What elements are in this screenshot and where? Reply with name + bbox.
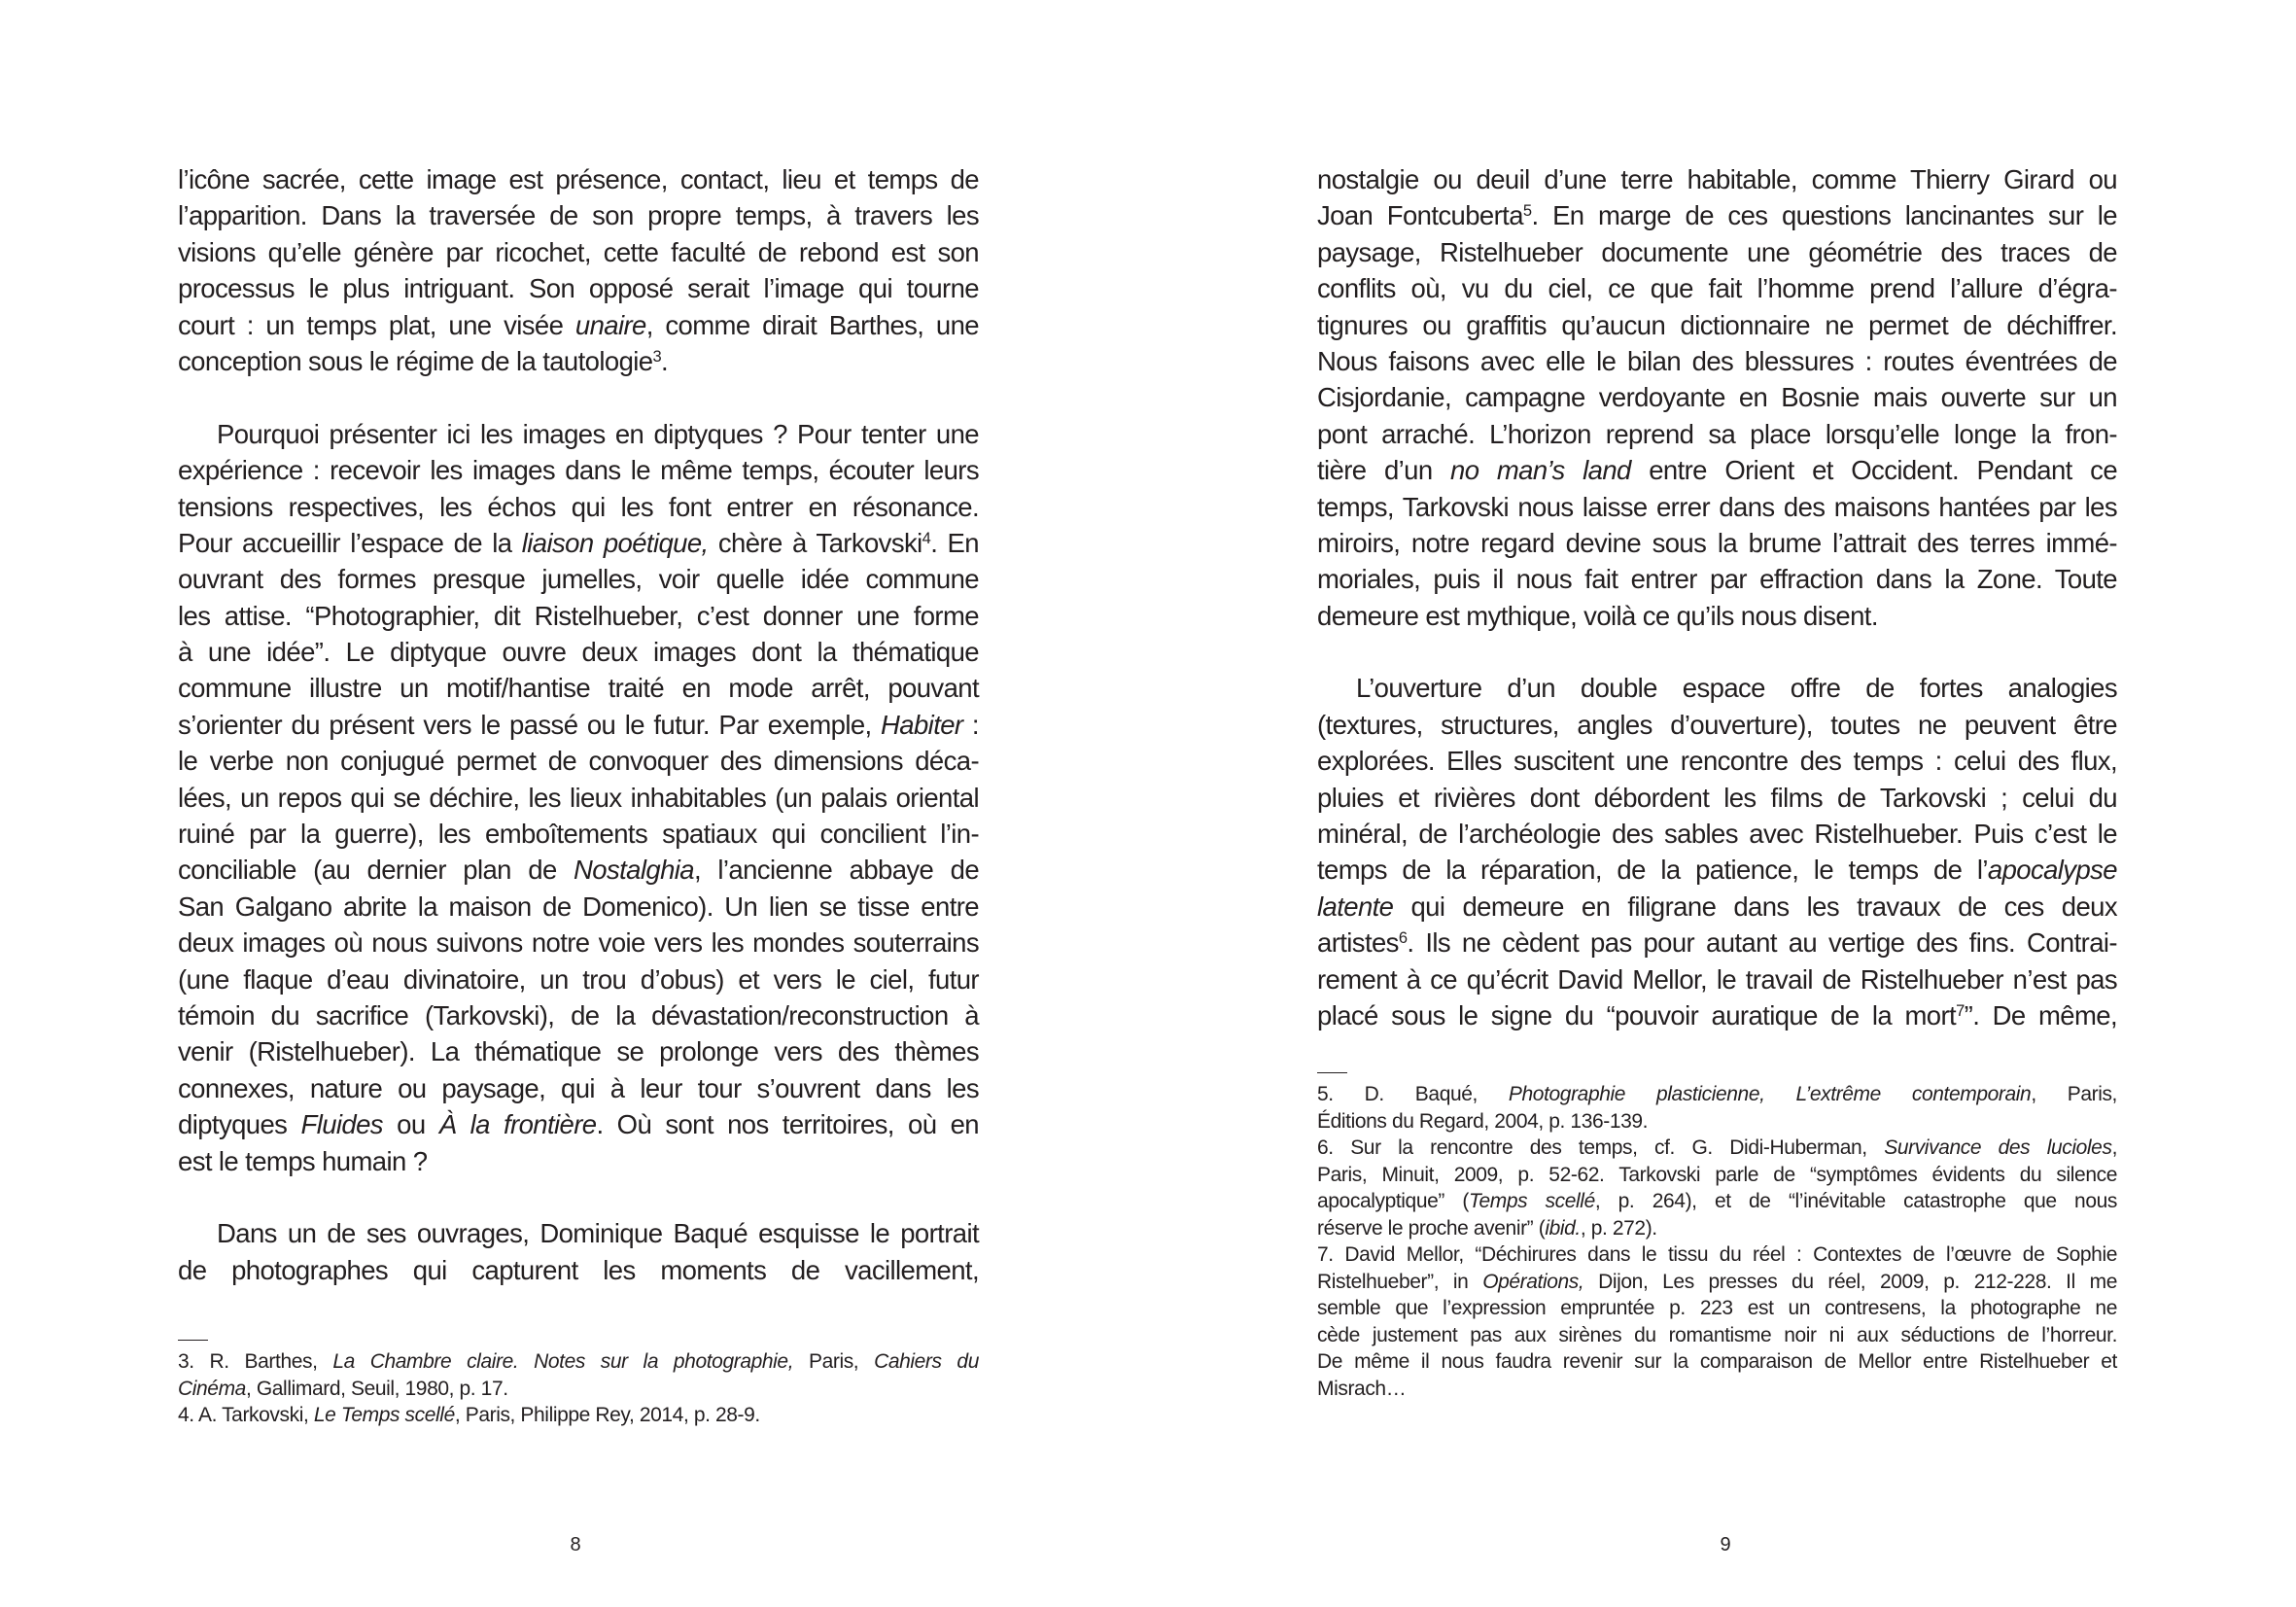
- text-line: [178, 270, 979, 306]
- text-run: nostalgie ou deuil d’une terre habitable, comme Thierry Girard ou: [1317, 164, 2117, 194]
- text-run: conception sous le régime de la tautologie: [178, 345, 653, 376]
- text-line: [178, 1143, 979, 1179]
- text-run: chère à Tarkovski: [708, 527, 922, 558]
- text-run: pont arraché. L’horizon reprend sa place lorsqu’elle longe la fron-: [1317, 418, 2117, 449]
- text-line: [178, 743, 979, 779]
- text-line: [178, 489, 979, 525]
- paragraph-gap: [178, 379, 979, 415]
- body-text: [178, 161, 979, 1288]
- text-run: lées, un repos qui se déchire, les lieux inhabitables (un palais oriental: [178, 782, 979, 813]
- text-run: temps de la réparation, de la patience, le temps de l’: [1317, 855, 1988, 886]
- text-line: [1317, 234, 2117, 270]
- text-run: paysage, Ristelhueber documente une géométrie des traces de: [1317, 236, 2117, 267]
- text-run: , l’ancienne abbaye de: [693, 855, 980, 886]
- text-line: [1317, 270, 2117, 306]
- text-line: [1317, 489, 2117, 525]
- text-line: [1317, 707, 2117, 743]
- italic-text: Photographie plasticienne, L’extrême contemporain: [1508, 1083, 2032, 1105]
- footnote-line: [1317, 1162, 2117, 1189]
- text-line: [1317, 197, 2117, 233]
- text-line: [178, 1215, 979, 1251]
- text-run: Pour accueillir l’espace de la: [178, 527, 522, 558]
- footnote-line: [1317, 1188, 2117, 1215]
- text-line: [178, 780, 979, 816]
- footnote-line: [178, 1348, 979, 1376]
- italic-text: Habiter: [881, 709, 963, 740]
- text-run: semble que l’expression empruntée p. 223 est un contresens, la photographe ne: [1317, 1297, 2117, 1319]
- text-line: [178, 816, 979, 852]
- text-line: [1317, 525, 2117, 561]
- text-line: [178, 1070, 979, 1106]
- text-run: De même il nous faudra revenir sur la comparaison de Mellor entre Ristelhueber et: [1317, 1350, 2117, 1373]
- text-run: pluies et rivières dont débordent les films de Tarkovski ; celui du: [1317, 782, 2117, 813]
- text-run: , Paris,: [2031, 1083, 2117, 1105]
- page-number: 9: [1720, 1534, 1731, 1555]
- italic-text: liaison poétique,: [521, 527, 709, 558]
- footnote-list: [1317, 1081, 2117, 1402]
- paragraph: [1317, 161, 2117, 634]
- text-run: 4. A. Tarkovski,: [178, 1404, 314, 1426]
- paragraph: [1317, 670, 2117, 1033]
- text-run: Joan Fontcuberta: [1317, 200, 1523, 231]
- italic-text: Survivance des lucioles: [1884, 1136, 2112, 1159]
- text-line: [1317, 379, 2117, 415]
- text-line: [1317, 561, 2117, 597]
- text-line: [1317, 780, 2117, 816]
- text-run: 5. D. Baqué,: [1317, 1083, 1509, 1105]
- footnote: [1317, 1135, 2117, 1241]
- footnote-line: [1317, 1376, 2117, 1403]
- text-run: diptyques: [178, 1109, 301, 1140]
- text-run: tignures ou graffitis qu’aucun dictionnaire ne permet de déchiffrer.: [1317, 309, 2117, 340]
- footnote-ref: 3: [652, 347, 662, 366]
- text-run: expérience : recevoir les images dans le même temps, écouter leurs: [178, 455, 979, 486]
- text-run: , Gallimard, Seuil, 1980, p. 17.: [245, 1377, 508, 1400]
- text-line: [178, 197, 979, 233]
- italic-text: Opérations,: [1482, 1270, 1584, 1293]
- text-run: minéral, de l’archéologie des sables avec Ristelhueber. Puis c’est le: [1317, 819, 2117, 850]
- footnote-line: [1317, 1295, 2117, 1322]
- text-line: [178, 1106, 979, 1142]
- text-run: Ristelhueber”, in: [1317, 1270, 1483, 1293]
- text-line: [1317, 670, 2117, 706]
- text-run: ruiné par la guerre), les emboîtements spatiaux qui concilient l’in-: [178, 819, 979, 850]
- text-run: explorées. Elles suscitent une rencontre des temps : celui des flux,: [1317, 746, 2117, 777]
- text-line: [1317, 961, 2117, 997]
- text-line: [1317, 343, 2117, 379]
- italic-text: La Chambre claire. Notes sur la photographie,: [332, 1350, 794, 1373]
- paragraph-gap: [1317, 634, 2117, 670]
- footnotes: [1317, 1072, 2117, 1402]
- text-run: temps, Tarkovski nous laisse errer dans des maisons hantées par les: [1317, 491, 2117, 522]
- text-run: Dijon, Les presses du réel, 2009, p. 212-228. Il me: [1583, 1270, 2117, 1293]
- footnote-separator: [1317, 1072, 1347, 1073]
- text-run: le verbe non conjugué permet de convoquer des dimensions déca-: [178, 746, 979, 777]
- italic-text: Temps scellé: [1468, 1190, 1595, 1212]
- text-run: artistes: [1317, 927, 1399, 959]
- text-run: , p. 272).: [1580, 1216, 1657, 1240]
- footnote: [178, 1348, 979, 1402]
- text-run: apocalyptique” (: [1317, 1190, 1469, 1212]
- text-line: [178, 634, 979, 670]
- footnote: [1317, 1241, 2117, 1402]
- text-run: . En marge de ces questions lancinantes sur le: [1531, 200, 2117, 231]
- text-run: .: [661, 345, 669, 376]
- footnote-ref: 7: [1956, 1001, 1965, 1020]
- text-line: [178, 997, 979, 1033]
- italic-text: unaire: [574, 309, 646, 340]
- text-run: demeure est mythique, voilà ce qu’ils nous disent.: [1317, 600, 1878, 631]
- text-run: (une flaque d’eau divinatoire, un trou d’obus) et vers le ciel, futur: [178, 963, 979, 995]
- text-run: témoin du sacrifice (Tarkovski), de la dévastation/reconstruction à: [178, 999, 979, 1031]
- text-run: . Ils ne cèdent pas pour autant au vertige des fins. Contrai-: [1407, 927, 2117, 959]
- text-run: tière d’un: [1317, 455, 1450, 486]
- text-run: venir (Ristelhueber). La thématique se prolonge vers des thèmes: [178, 1036, 979, 1067]
- text-run: , Paris, Philippe Rey, 2014, p. 28-9.: [454, 1404, 760, 1426]
- text-line: [1317, 598, 2117, 634]
- text-run: 3. R. Barthes,: [178, 1350, 333, 1373]
- text-run: , p. 264), et de “l’inévitable catastrophe que nous: [1594, 1190, 2117, 1212]
- text-run: les attise. “Photographier, dit Ristelhueber, c’est donner une forme: [178, 600, 979, 631]
- text-run: Nous faisons avec elle le bilan des blessures : routes éventrées de: [1317, 345, 2117, 376]
- text-run: visions qu’elle génère par ricochet, cette faculté de rebond est son: [178, 236, 979, 267]
- text-run: qui demeure en filigrane dans les travaux de ces deux: [1393, 891, 2117, 922]
- text-line: [178, 707, 979, 743]
- text-run: Pourquoi présenter ici les images en diptyques ? Pour tenter une: [217, 418, 979, 449]
- body-text: [1317, 161, 2117, 1033]
- text-line: [1317, 889, 2117, 925]
- text-line: [1317, 161, 2117, 197]
- text-run: commune illustre un motif/hantise traité en mode arrêt, pouvant: [178, 673, 979, 704]
- text-run: cède justement pas aux sirènes du romantisme noir ni aux séductions de l’horreur.: [1317, 1323, 2117, 1346]
- footnote-line: [1317, 1269, 2117, 1296]
- text-line: [1317, 307, 2117, 343]
- text-run: , comme dirait Barthes, une: [645, 309, 980, 340]
- italic-text: latente: [1317, 891, 1394, 922]
- footnotes: [178, 1340, 979, 1429]
- text-run: Cisjordanie, campagne verdoyante en Bosnie mais ouverte sur un: [1317, 382, 2117, 413]
- footnote-line: [1317, 1081, 2117, 1108]
- italic-text: Cinéma: [178, 1377, 246, 1400]
- footnote-line: [1317, 1215, 2117, 1242]
- text-run: conflits où, vu du ciel, ce que fait l’homme prend l’allure d’égra-: [1317, 273, 2117, 304]
- footnote-line: [1317, 1348, 2117, 1376]
- text-line: [178, 307, 979, 343]
- footnote-ref: 5: [1522, 202, 1532, 221]
- text-run: est le temps humain ?: [178, 1145, 428, 1176]
- text-run: deux images où nous suivons notre voie vers les mondes souterrains: [178, 927, 979, 959]
- text-run: réserve le proche avenir” (: [1317, 1216, 1546, 1240]
- text-line: [178, 343, 979, 379]
- text-run: l’icône sacrée, cette image est présence, contact, lieu et temps de: [178, 164, 979, 194]
- text-run: miroirs, notre regard devine sous la brume l’attrait des terres immé-: [1317, 527, 2117, 558]
- text-line: [178, 889, 979, 925]
- italic-text: Nostalghia: [574, 855, 694, 886]
- text-line: [1317, 852, 2117, 888]
- text-line: [178, 925, 979, 961]
- text-run: connexes, nature ou paysage, qui à leur tour s’ouvrent dans les: [178, 1072, 979, 1103]
- text-line: [178, 961, 979, 997]
- text-run: ou: [382, 1109, 439, 1140]
- text-run: l’apparition. Dans la traversée de son propre temps, à travers les: [178, 200, 979, 231]
- text-line: [1317, 452, 2117, 488]
- text-line: [178, 416, 979, 452]
- italic-text: ibid.: [1545, 1216, 1581, 1240]
- text-run: Misrach…: [1317, 1377, 1407, 1400]
- text-run: ouvrant des formes presque jumelles, voir quelle idée commune: [178, 564, 979, 595]
- text-line: [178, 852, 979, 888]
- text-run: de photographes qui capturent les moments de vacillement,: [178, 1254, 979, 1285]
- italic-text: Fluides: [300, 1109, 383, 1140]
- text-run: 7. David Mellor, “Déchirures dans le tissu du réel : Contextes de l’œuvre de Sophie: [1317, 1243, 2117, 1266]
- text-run: ,: [2111, 1136, 2117, 1159]
- text-line: [178, 234, 979, 270]
- paragraph: [178, 1215, 979, 1288]
- text-run: Dans un de ses ouvrages, Dominique Baqué esquisse le portrait: [217, 1218, 979, 1249]
- text-line: [178, 452, 979, 488]
- paragraph: [178, 161, 979, 379]
- text-line: [178, 525, 979, 561]
- footnote-ref: 6: [1398, 929, 1408, 948]
- text-run: . Où sont nos territoires, où en: [596, 1109, 979, 1140]
- paragraph-gap: [178, 1179, 979, 1215]
- footnote-separator: [178, 1340, 208, 1341]
- text-line: [1317, 416, 2117, 452]
- text-line: [178, 161, 979, 197]
- footnote-line: [1317, 1108, 2117, 1135]
- italic-text: no man’s land: [1450, 455, 1631, 486]
- footnote-line: [1317, 1322, 2117, 1349]
- footnote-line: [178, 1402, 979, 1429]
- text-run: conciliable (au dernier plan de: [178, 855, 574, 886]
- text-run: :: [962, 709, 979, 740]
- text-run: placé sous le signe du “pouvoir auratique de la mort: [1317, 999, 1957, 1031]
- footnote-line: [1317, 1241, 2117, 1269]
- text-line: [1317, 997, 2117, 1033]
- page-number: 8: [570, 1534, 581, 1555]
- text-run: Éditions du Regard, 2004, p. 136-139.: [1317, 1109, 1649, 1133]
- right-page: [1148, 0, 2296, 1607]
- text-run: à une idée”. Le diptyque ouvre deux images dont la thématique: [178, 637, 979, 668]
- text-line: [1317, 816, 2117, 852]
- text-run: 6. Sur la rencontre des temps, cf. G. Didi-Huberman,: [1317, 1136, 1885, 1159]
- footnote-list: [178, 1348, 979, 1429]
- footnote-ref: 4: [922, 529, 931, 547]
- text-run: (textures, structures, angles d’ouverture), toutes ne peuvent être: [1317, 709, 2117, 740]
- italic-text: À la frontière: [438, 1109, 597, 1140]
- text-line: [1317, 743, 2117, 779]
- text-run: entre Orient et Occident. Pendant ce: [1630, 455, 2118, 486]
- text-run: Paris, Minuit, 2009, p. 52-62. Tarkovski parle de “symptômes évidents du silence: [1317, 1163, 2117, 1186]
- text-run: court : un temps plat, une visée: [178, 309, 575, 340]
- text-line: [178, 1252, 979, 1288]
- text-line: [178, 670, 979, 706]
- footnote-line: [1317, 1135, 2117, 1162]
- text-run: Paris,: [793, 1350, 875, 1373]
- text-run: moriales, puis il nous fait entrer par effraction dans la Zone. Toute: [1317, 564, 2117, 595]
- text-line: [178, 598, 979, 634]
- footnote: [178, 1402, 979, 1429]
- italic-text: Le Temps scellé: [313, 1404, 455, 1426]
- text-run: tensions respectives, les échos qui les font entrer en résonance.: [178, 491, 979, 522]
- text-line: [1317, 925, 2117, 961]
- text-run: ”. De même,: [1964, 999, 2117, 1031]
- text-run: processus le plus intriguant. Son opposé serait l’image qui tourne: [178, 273, 979, 304]
- text-line: [178, 1033, 979, 1069]
- text-run: L’ouverture d’un double espace offre de fortes analogies: [1356, 673, 2117, 704]
- paragraph: [178, 416, 979, 1179]
- text-run: s’orienter du présent vers le passé ou le futur. Par exemple,: [178, 709, 882, 740]
- text-line: [178, 561, 979, 597]
- text-run: rement à ce qu’écrit David Mellor, le travail de Ristelhueber n’est pas: [1317, 963, 2117, 995]
- footnote-line: [178, 1376, 979, 1403]
- text-run: San Galgano abrite la maison de Domenico). Un lien se tisse entre: [178, 891, 979, 922]
- italic-text: apocalypse: [1987, 855, 2117, 886]
- italic-text: Cahiers du: [874, 1350, 979, 1373]
- text-run: . En: [930, 527, 979, 558]
- footnote: [1317, 1081, 2117, 1135]
